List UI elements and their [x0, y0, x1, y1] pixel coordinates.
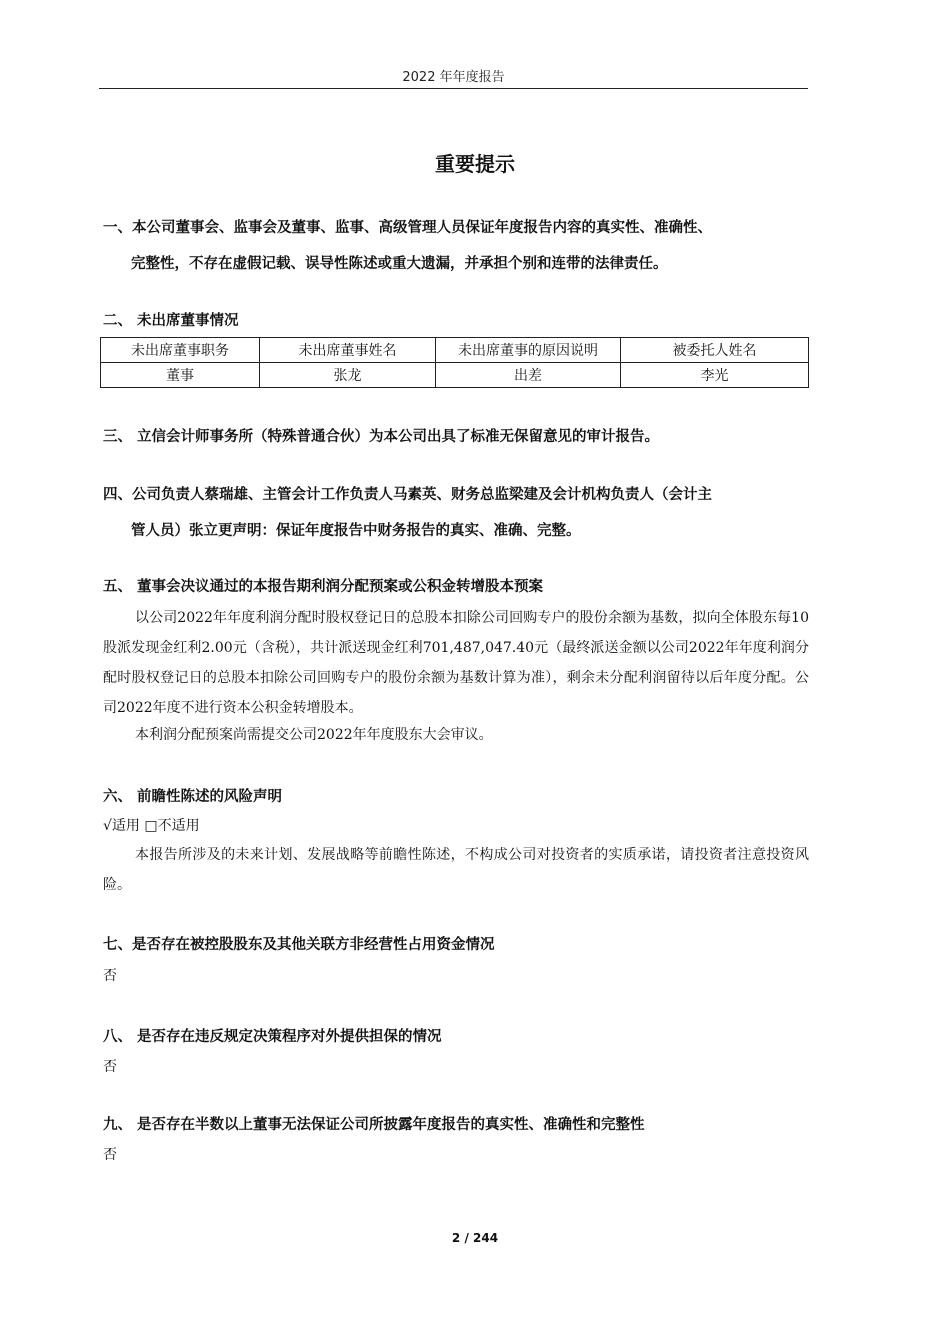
- section-4-number: 四、: [103, 487, 132, 503]
- table-cell: 张龙: [260, 363, 436, 388]
- table-row: [101, 363, 809, 388]
- section-8-heading: 八、 是否存在违反规定决策程序对外提供担保的情况: [103, 1029, 442, 1045]
- section-7-answer: 否: [103, 968, 117, 984]
- absent-directors-table: [100, 337, 809, 388]
- table-header-cell: 被委托人姓名: [621, 338, 809, 363]
- section-7-heading: 七、是否存在被控股股东及其他关联方非经营性占用资金情况: [103, 937, 495, 953]
- section-6-paragraph: 本报告所涉及的未来计划、发展战略等前瞻性陈述，不构成公司对投资者的实质承诺，请投资者注意投资风险。: [103, 847, 809, 893]
- section-9-heading: 九、 是否存在半数以上董事无法保证公司所披露年度报告的真实性、准确性和完整性: [103, 1117, 645, 1133]
- table-header-cell: 未出席董事姓名: [260, 338, 436, 363]
- section-1: [103, 210, 809, 282]
- table-cell: 李光: [621, 363, 809, 388]
- table-header-row: [101, 338, 809, 363]
- page-title: 重要提示: [435, 152, 515, 176]
- table-header-cell: 未出席董事职务: [101, 338, 260, 363]
- section-5-paragraph: 以公司2022年年度利润分配时股权登记日的总股本扣除公司回购专户的股份余额为基数，拟向全体股东每10股派发现金红利2.00元（含税），共计派送现金红利701,487,047.40元（最终派送金额以公司2022年年度利润分配时股权登记日的总股本扣除公司回购专户的股份余额为基数计算为准），剩余未分配利润留待以后年度分配。公司2022年度不进行资本公积金转增股本。: [103, 610, 809, 716]
- section-9-answer: 否: [103, 1147, 117, 1163]
- page-number: 2 / 244: [451, 1231, 499, 1245]
- section-3-heading: 三、 立信会计师事务所（特殊普通合伙）为本公司出具了标准无保留意见的审计报告。: [103, 429, 660, 445]
- section-8-answer: 否: [103, 1059, 117, 1075]
- section-4-line1: 公司负责人蔡瑞雄、主管会计工作负责人马素英、财务总监梁建及会计机构负责人（会计主: [132, 487, 712, 503]
- section-4: [103, 477, 809, 549]
- section-1-line1: 本公司董事会、监事会及董事、监事、高级管理人员保证年度报告内容的真实性、准确性、: [132, 220, 712, 236]
- section-5-note: 本利润分配预案尚需提交公司2022年年度股东大会审议。: [135, 727, 493, 743]
- table-cell: 出差: [436, 363, 621, 388]
- section-2-heading: 二、 未出席董事情况: [103, 313, 239, 329]
- applicability-options: √适用 □不适用: [103, 818, 200, 834]
- section-4-line2: 管人员）张立更声明：保证年度报告中财务报告的真实、准确、完整。: [131, 523, 581, 539]
- table-header-cell: 未出席董事的原因说明: [436, 338, 621, 363]
- page-header: 2022 年年度报告: [402, 70, 505, 85]
- table-cell: 董事: [101, 363, 260, 388]
- section-1-number: 一、: [103, 220, 132, 236]
- section-6-heading: 六、 前瞻性陈述的风险声明: [103, 789, 283, 805]
- section-5-heading: 五、 董事会决议通过的本报告期利润分配预案或公积金转增股本预案: [103, 579, 544, 595]
- section-1-line2: 完整性，不存在虚假记载、误导性陈述或重大遗漏，并承担个别和连带的法律责任。: [131, 256, 668, 272]
- header-divider: [99, 88, 808, 89]
